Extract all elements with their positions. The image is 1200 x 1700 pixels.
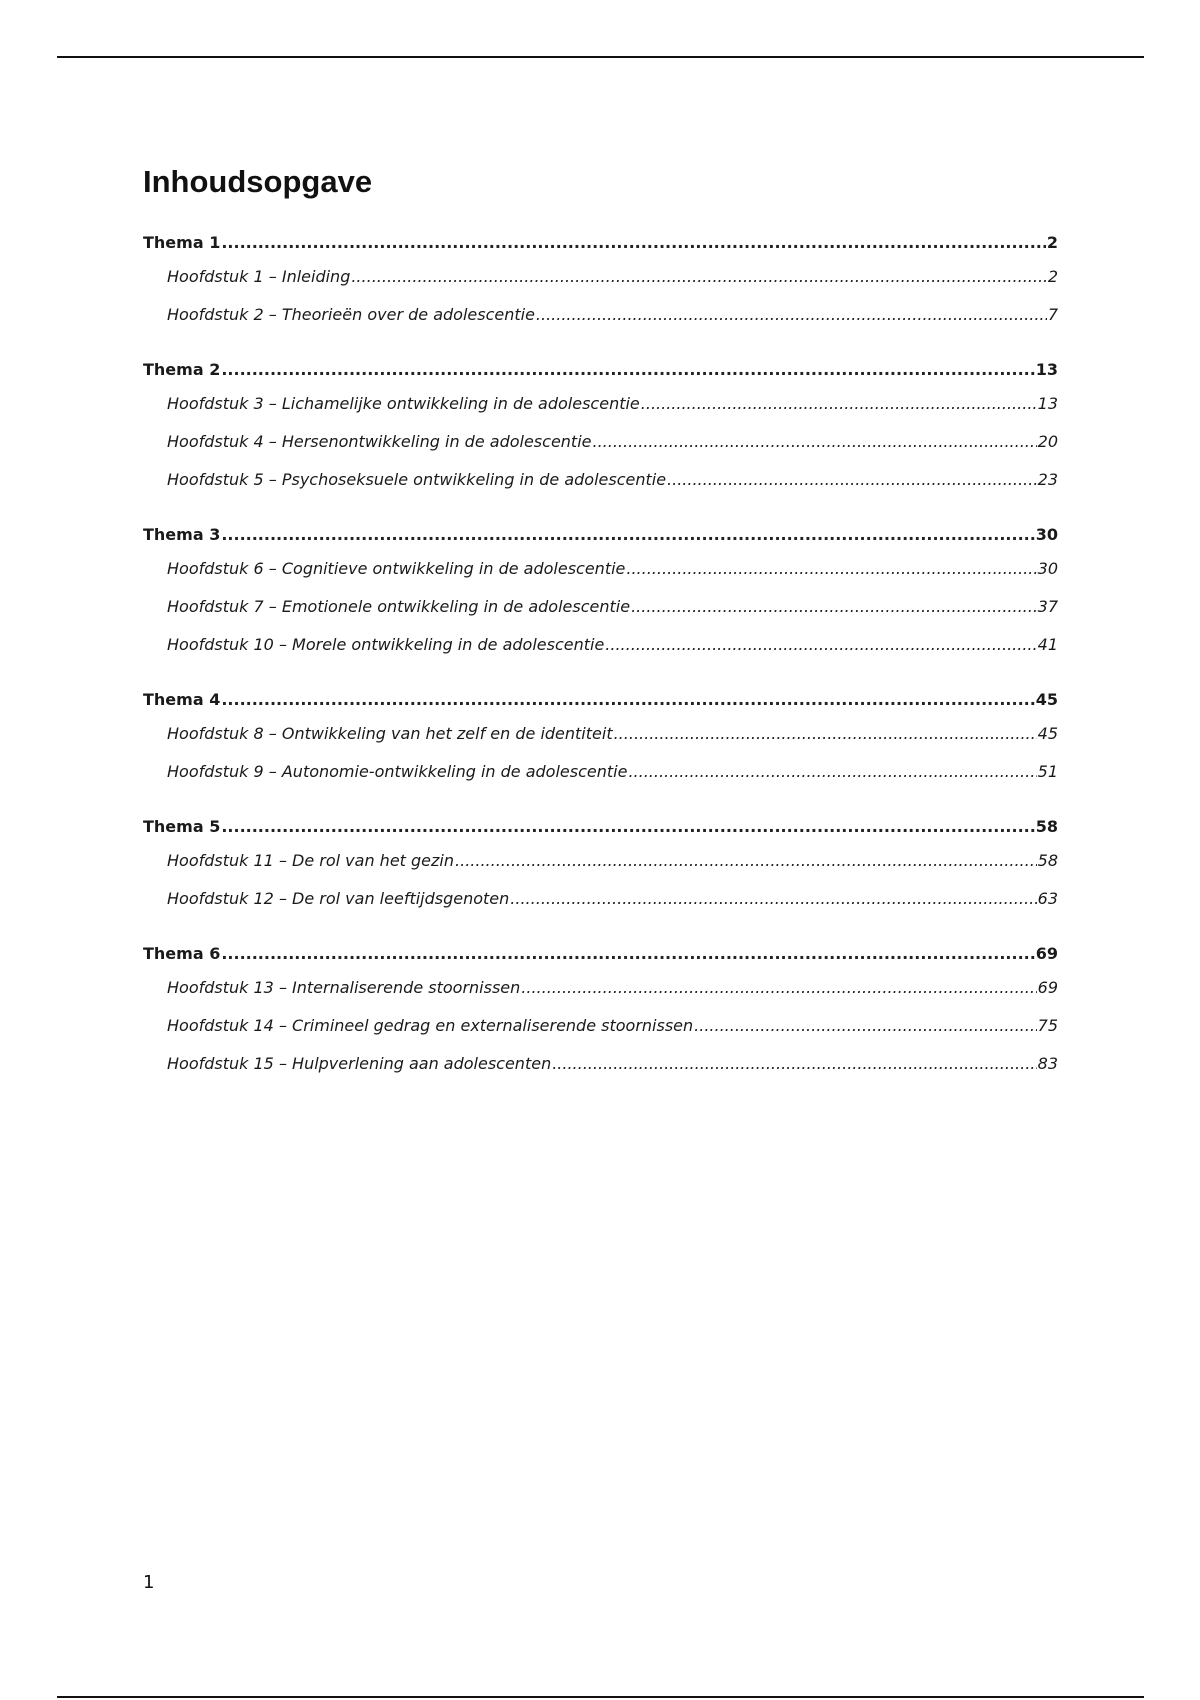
toc-thema-entry-label: Thema 3: [143, 525, 221, 544]
toc-chapter-entry-label: Hoofdstuk 3 – Lichamelijke ontwikkeling in de adolescentie: [167, 394, 640, 413]
toc-chapter-entry-label: Hoofdstuk 1 – Inleiding: [167, 267, 351, 286]
toc-chapter-entry-page: 69: [1037, 978, 1058, 997]
toc-thema-entry[interactable]: [143, 355, 1058, 385]
dot-leader: [626, 550, 1036, 588]
toc-chapter-entry-page: 63: [1037, 889, 1058, 908]
toc-chapter-entry-page: 37: [1037, 597, 1058, 616]
toc-chapter-entry[interactable]: [143, 423, 1058, 461]
toc-thema-entry[interactable]: [143, 685, 1058, 715]
page-title: Inhoudsopgave: [143, 164, 373, 199]
dot-leader: [628, 753, 1036, 791]
dot-leader: [641, 385, 1037, 423]
toc-chapter-entry[interactable]: [143, 385, 1058, 423]
table-of-contents: [143, 228, 1058, 1083]
toc-chapter-entry-page: 20: [1037, 432, 1058, 451]
header-rule: [57, 56, 1144, 58]
toc-chapter-entry[interactable]: [143, 969, 1058, 1007]
dot-leader: [351, 258, 1046, 296]
toc-chapter-entry[interactable]: [143, 842, 1058, 880]
toc-chapter-entry-label: Hoofdstuk 10 – Morele ontwikkeling in de adolescentie: [167, 635, 605, 654]
toc-chapter-entry[interactable]: [143, 880, 1058, 918]
toc-thema-entry[interactable]: [143, 520, 1058, 550]
toc-chapter-entry[interactable]: [143, 715, 1058, 753]
toc-chapter-entry-label: Hoofdstuk 7 – Emotionele ontwikkeling in de adolescentie: [167, 597, 631, 616]
dot-leader: [221, 812, 1034, 842]
toc-chapter-entry[interactable]: [143, 1007, 1058, 1045]
dot-leader: [536, 296, 1047, 334]
toc-chapter-entry-page: 58: [1037, 851, 1058, 870]
toc-thema-entry[interactable]: [143, 939, 1058, 969]
dot-leader: [221, 520, 1034, 550]
toc-thema-entry-label: Thema 2: [143, 360, 221, 379]
toc-chapter-entry-label: Hoofdstuk 11 – De rol van het gezin: [167, 851, 455, 870]
toc-chapter-entry-label: Hoofdstuk 9 – Autonomie-ontwikkeling in de adolescentie: [167, 762, 628, 781]
toc-chapter-entry[interactable]: [143, 1045, 1058, 1083]
toc-chapter-entry-page: 2: [1047, 267, 1058, 286]
toc-thema-entry-page: 2: [1046, 233, 1058, 252]
toc-chapter-entry[interactable]: [143, 461, 1058, 499]
toc-chapter-entry[interactable]: [143, 550, 1058, 588]
toc-chapter-entry-page: 83: [1037, 1054, 1058, 1073]
dot-leader: [667, 461, 1037, 499]
toc-chapter-entry-page: 41: [1037, 635, 1058, 654]
dot-leader: [521, 969, 1036, 1007]
dot-leader: [221, 685, 1034, 715]
dot-leader: [221, 355, 1034, 385]
toc-thema-entry-page: 13: [1035, 360, 1058, 379]
dot-leader: [552, 1045, 1036, 1083]
toc-thema-entry-page: 30: [1035, 525, 1058, 544]
toc-thema-entry-label: Thema 6: [143, 944, 221, 963]
dot-leader: [694, 1007, 1036, 1045]
toc-thema-entry[interactable]: [143, 228, 1058, 258]
dot-leader: [221, 228, 1046, 258]
toc-chapter-entry-label: Hoofdstuk 12 – De rol van leeftijdsgenoten: [167, 889, 510, 908]
dot-leader: [605, 626, 1036, 664]
toc-chapter-entry-page: 75: [1037, 1016, 1058, 1035]
toc-chapter-entry[interactable]: [143, 588, 1058, 626]
toc-thema-entry-page: 69: [1035, 944, 1058, 963]
toc-thema-entry-page: 58: [1035, 817, 1058, 836]
toc-chapter-entry-label: Hoofdstuk 2 – Theorieën over de adolescentie: [167, 305, 535, 324]
toc-chapter-entry-label: Hoofdstuk 6 – Cognitieve ontwikkeling in de adolescentie: [167, 559, 626, 578]
toc-chapter-entry-page: 30: [1037, 559, 1058, 578]
dot-leader: [631, 588, 1037, 626]
toc-chapter-entry-label: Hoofdstuk 14 – Crimineel gedrag en externaliserende stoornissen: [167, 1016, 694, 1035]
dot-leader: [592, 423, 1036, 461]
toc-chapter-entry-label: Hoofdstuk 8 – Ontwikkeling van het zelf en de identiteit: [167, 724, 613, 743]
toc-thema-entry[interactable]: [143, 812, 1058, 842]
toc-chapter-entry-page: 13: [1037, 394, 1058, 413]
toc-chapter-entry-page: 23: [1037, 470, 1058, 489]
footer-rule: [57, 1696, 1144, 1698]
toc-thema-entry-label: Thema 4: [143, 690, 221, 709]
dot-leader: [614, 715, 1037, 753]
toc-chapter-entry[interactable]: [143, 626, 1058, 664]
toc-thema-entry-label: Thema 5: [143, 817, 221, 836]
toc-chapter-entry[interactable]: [143, 296, 1058, 334]
toc-chapter-entry-label: Hoofdstuk 5 – Psychoseksuele ontwikkeling in de adolescentie: [167, 470, 667, 489]
page-number: 1: [143, 1572, 155, 1593]
dot-leader: [455, 842, 1037, 880]
toc-chapter-entry-page: 51: [1037, 762, 1058, 781]
dot-leader: [221, 939, 1034, 969]
toc-chapter-entry-label: Hoofdstuk 4 – Hersenontwikkeling in de adolescentie: [167, 432, 592, 451]
toc-chapter-entry[interactable]: [143, 258, 1058, 296]
toc-chapter-entry[interactable]: [143, 753, 1058, 791]
toc-thema-entry-label: Thema 1: [143, 233, 221, 252]
toc-chapter-entry-page: 7: [1047, 305, 1058, 324]
toc-chapter-entry-label: Hoofdstuk 15 – Hulpverlening aan adolescenten: [167, 1054, 552, 1073]
toc-chapter-entry-page: 45: [1037, 724, 1058, 743]
toc-thema-entry-page: 45: [1035, 690, 1058, 709]
toc-chapter-entry-label: Hoofdstuk 13 – Internaliserende stoornissen: [167, 978, 521, 997]
dot-leader: [510, 880, 1036, 918]
